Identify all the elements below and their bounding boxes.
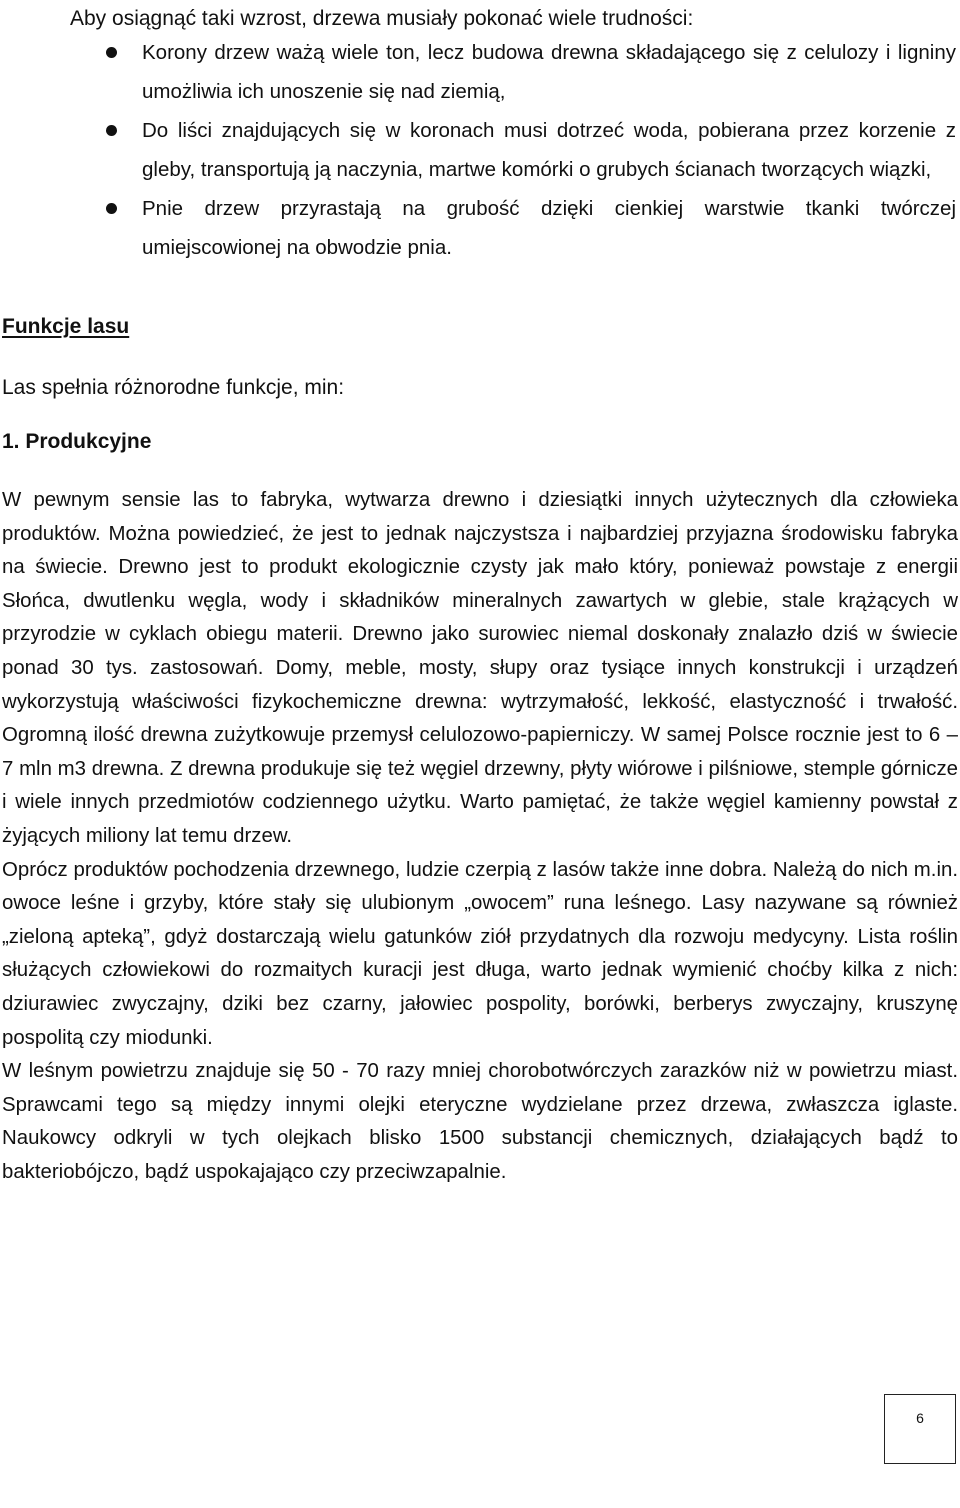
list-item-text: Do liści znajdujących się w koronach musi dotrzeć woda, pobierana przez korzenie z gleby, transportują ją naczynia, martwe komórki o grubych ścianach tworzących wiązki,	[142, 119, 956, 181]
list-item	[104, 33, 956, 111]
list-item-text: Pnie drzew przyrastają na grubość dzięki cienkiej warstwie tkanki twórczej umiejscowionej na obwodzie pnia.	[142, 197, 956, 259]
list-item-text: Korony drzew ważą wiele ton, lecz budowa drewna składającego się z celulozy i ligniny umożliwia ich unoszenie się nad ziemią,	[142, 41, 956, 103]
page-number: 6	[916, 1410, 924, 1426]
bullet-dot-icon	[106, 47, 117, 58]
intro-line: Aby osiągnąć taki wzrost, drzewa musiały pokonać wiele trudności:	[70, 7, 694, 30]
paragraph: Oprócz produktów pochodzenia drzewnego, ludzie czerpią z lasów także inne dobra. Należą do nich m.in. owoce leśne i grzyby, które stały się ulubionym „owocem” runa leśnego. Lasy nazywane są również „zieloną apteką”, gdyż dostarczają wielu gatunków ziół przydatnych dla rozwoju medycyny. Lista roślin służących człowiekowi do rozmaitych kuracji jest długa, warto jednak wymienić choćby kilka z nich: dziurawiec zwyczajny, dziki bez czarny, jałowiec pospolity, borówki, berberys zwyczajny, kruszynę pospolitą czy miodunki.	[2, 858, 958, 1049]
list-item	[104, 189, 956, 267]
bullet-dot-icon	[106, 203, 117, 214]
subheading: 1. Produkcyjne	[2, 430, 152, 453]
paragraph: W pewnym sensie las to fabryka, wytwarza drewno i dziesiątki innych użytecznych dla człowieka produktów. Można powiedzieć, że jest to jednak najczystsza i najbardziej przyjazna środowisku fabryka na świecie. Drewno jest to produkt ekologicznie czysty jak mało który, ponieważ powstaje z energii Słońca, dwutlenku węgla, wody i składników mineralnych zawartych w glebie, stale krążących w przyrodzie w cyklach obiegu materii. Drewno jako surowiec niemal doskonały znalazło dziś w świecie ponad 30 tys. zastosowań. Domy, meble, mosty, słupy oraz tysiące innych konstrukcji i urządzeń wykorzystują właściwości fizykochemiczne drewna: wytrzymałość, lekkość, elastyczność i trwałość. Ogromną ilość drewna zużytkowuje przemysł celulozowo-papierniczy. W samej Polsce rocznie jest to 6 – 7 mln m3 drewna. Z drewna produkuje się też węgiel drzewny, płyty wiórowe i pilśniowe, stemple górnicze i wiele innych przedmiotów codziennego użytku. Warto pamiętać, że także węgiel kamienny powstał z żyjących miliony lat temu drzew.	[2, 489, 958, 847]
paragraph: W leśnym powietrzu znajduje się 50 - 70 razy mniej chorobotwórczych zarazków niż w powietrzu miast. Sprawcami tego są między innymi olejki eteryczne wydzielane przez drzewa, zwłaszcza iglaste. Naukowcy odkryli w tych olejkach blisko 1500 substancji chemicznych, działających bądź to bakteriobójczo, bądź uspokajająco czy przeciwzapalnie.	[2, 1060, 958, 1183]
list-item	[104, 111, 956, 189]
difficulties-list	[104, 33, 956, 267]
bullet-dot-icon	[106, 125, 117, 136]
body-text	[2, 484, 958, 1189]
section-intro: Las spełnia różnorodne funkcje, min:	[2, 376, 345, 399]
section-heading: Funkcje lasu	[2, 315, 130, 338]
page-number-box	[884, 1394, 956, 1464]
